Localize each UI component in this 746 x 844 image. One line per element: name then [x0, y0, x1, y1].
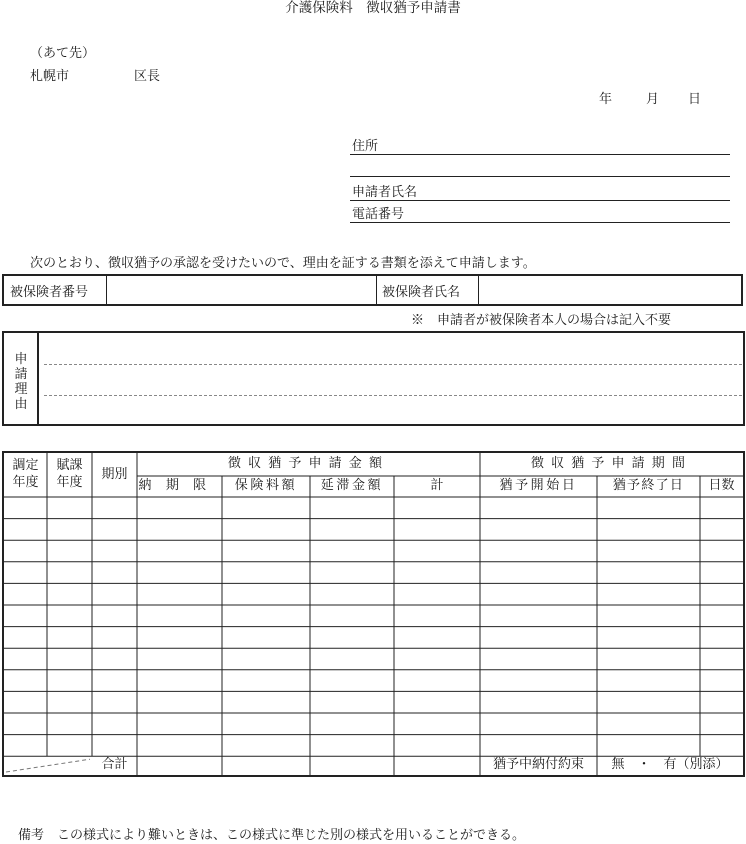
table-cell[interactable]: [310, 540, 394, 562]
applicant-name-line[interactable]: [350, 200, 730, 201]
table-cell[interactable]: [137, 648, 222, 670]
table-cell[interactable]: [4, 562, 47, 584]
table-cell[interactable]: [47, 583, 92, 605]
insured-number-label: 被保険者番号: [10, 284, 89, 300]
table-cell[interactable]: [47, 519, 92, 541]
table-cell[interactable]: [310, 519, 394, 541]
total-label: 合計: [101, 757, 128, 773]
table-cell[interactable]: [4, 713, 47, 735]
table-cell[interactable]: [480, 627, 597, 649]
table-cell[interactable]: [597, 497, 700, 519]
table-cell[interactable]: [597, 605, 700, 627]
table-cell[interactable]: [310, 583, 394, 605]
table-cell[interactable]: [222, 583, 310, 605]
divider: [376, 276, 377, 304]
table-cell[interactable]: [394, 735, 480, 757]
table-cell[interactable]: [47, 735, 92, 757]
table-cell[interactable]: [92, 562, 137, 584]
table-cell[interactable]: [47, 562, 92, 584]
table-cell[interactable]: [310, 497, 394, 519]
table-cell[interactable]: [137, 713, 222, 735]
addressee-label: （あて先）: [30, 46, 96, 61]
insured-info-table: [2, 274, 743, 306]
application-statement: 次のとおり、徴収猶予の承認を受けたいので、理由を証する書類を添えて申請します。: [30, 256, 536, 271]
dashed-line: [44, 364, 742, 365]
table-cell[interactable]: [394, 605, 480, 627]
note-text: ※ 申請者が被保険者本人の場合は記入不要: [411, 313, 672, 328]
table-cell[interactable]: [47, 540, 92, 562]
col-levy-year: 賦課 年度: [56, 458, 83, 490]
table-cell[interactable]: [597, 670, 700, 692]
address-line-2[interactable]: [350, 176, 730, 177]
table-cell[interactable]: [700, 713, 743, 735]
installment-promise-option[interactable]: 無 ・ 有（別添）: [611, 757, 729, 773]
table-cell[interactable]: [597, 540, 700, 562]
addressee-ward: 区長: [134, 69, 161, 84]
table-cell[interactable]: [597, 627, 700, 649]
table-cell[interactable]: [47, 627, 92, 649]
table-cell[interactable]: [597, 562, 700, 584]
table-cell[interactable]: [47, 497, 92, 519]
table-cell[interactable]: [700, 583, 743, 605]
table-cell[interactable]: [137, 583, 222, 605]
table-cell[interactable]: [310, 691, 394, 713]
reason-label-char: 理: [14, 382, 28, 397]
remarks-text: 備考 この様式により難いときは、この様式に準じた別の様式を用いることができる。: [18, 828, 526, 843]
col-assess-year: 調定 年度: [12, 458, 39, 490]
divider: [37, 333, 39, 424]
group-period-header: 徴収猶予申請期間: [530, 456, 693, 472]
table-cell[interactable]: [4, 648, 47, 670]
table-cell[interactable]: [700, 691, 743, 713]
table-cell[interactable]: [137, 691, 222, 713]
table-cell[interactable]: [394, 713, 480, 735]
table-cell[interactable]: [480, 670, 597, 692]
table-cell[interactable]: [222, 670, 310, 692]
table-cell[interactable]: [310, 735, 394, 757]
installment-promise-label: 猶予中納付約束: [492, 757, 584, 773]
page-title: 介護保険料 徴収猶予申請書: [285, 0, 461, 16]
table-cell[interactable]: [92, 670, 137, 692]
table-cell[interactable]: [4, 519, 47, 541]
table-cell[interactable]: [700, 497, 743, 519]
table-cell[interactable]: [92, 735, 137, 757]
table-cell[interactable]: [310, 605, 394, 627]
date-day-label: 日: [688, 92, 702, 107]
table-cell[interactable]: [480, 519, 597, 541]
table-cell[interactable]: [4, 497, 47, 519]
table-cell[interactable]: [480, 540, 597, 562]
phone-label: 電話番号: [352, 207, 405, 222]
table-cell[interactable]: [480, 583, 597, 605]
table-cell[interactable]: [480, 497, 597, 519]
reason-label: [12, 352, 30, 412]
table-cell[interactable]: [137, 497, 222, 519]
table-cell[interactable]: [480, 691, 597, 713]
table-cell[interactable]: [222, 519, 310, 541]
table-cell[interactable]: [92, 627, 137, 649]
table-cell[interactable]: [222, 627, 310, 649]
table-cell[interactable]: [92, 713, 137, 735]
table-cell[interactable]: [480, 562, 597, 584]
table-cell[interactable]: [394, 497, 480, 519]
table-cell[interactable]: [92, 497, 137, 519]
table-cell[interactable]: [4, 605, 47, 627]
table-cell[interactable]: [4, 583, 47, 605]
table-cell[interactable]: [137, 605, 222, 627]
table-cell[interactable]: [597, 519, 700, 541]
table-cell[interactable]: [310, 670, 394, 692]
table-cell[interactable]: [597, 691, 700, 713]
reason-field[interactable]: [40, 333, 743, 424]
table-cell[interactable]: [394, 691, 480, 713]
col-due-date: 納期限: [138, 478, 221, 494]
table-cell[interactable]: [700, 627, 743, 649]
table-cell[interactable]: [394, 627, 480, 649]
table-cell[interactable]: [222, 713, 310, 735]
table-cell[interactable]: [222, 691, 310, 713]
table-cell[interactable]: [92, 605, 137, 627]
table-cell[interactable]: [4, 735, 47, 757]
table-cell[interactable]: [222, 497, 310, 519]
address-line[interactable]: [350, 154, 730, 155]
table-cell[interactable]: [47, 648, 92, 670]
table-cell[interactable]: [597, 713, 700, 735]
table-cell[interactable]: [47, 713, 92, 735]
table-cell[interactable]: [310, 562, 394, 584]
table-cell[interactable]: [480, 713, 597, 735]
table-cell[interactable]: [394, 648, 480, 670]
table-cell[interactable]: [480, 735, 597, 757]
table-cell[interactable]: [310, 627, 394, 649]
col-start-date: 猶予開始日: [499, 478, 578, 494]
table-cell[interactable]: [597, 735, 700, 757]
reason-label-char: 由: [14, 397, 28, 412]
table-cell[interactable]: [4, 670, 47, 692]
insured-number-field[interactable]: [107, 276, 375, 304]
table-cell[interactable]: [137, 735, 222, 757]
table-cell[interactable]: [700, 540, 743, 562]
table-cell[interactable]: [4, 627, 47, 649]
date-month-label: 月: [646, 92, 660, 107]
table-cell[interactable]: [137, 627, 222, 649]
applicant-name-label: 申請者氏名: [352, 185, 418, 200]
table-cell[interactable]: [700, 519, 743, 541]
date-year-label: 年: [599, 92, 613, 107]
table-cell[interactable]: [137, 670, 222, 692]
table-cell[interactable]: [92, 583, 137, 605]
table-cell[interactable]: [310, 713, 394, 735]
col-end-date: 猶予終了日: [612, 478, 685, 494]
table-cell[interactable]: [92, 691, 137, 713]
table-cell[interactable]: [137, 562, 222, 584]
group-amount-header: 徴収猶予申請金額: [227, 456, 390, 472]
table-cell[interactable]: [394, 519, 480, 541]
table-cell[interactable]: [92, 540, 137, 562]
table-cell[interactable]: [310, 648, 394, 670]
table-cell[interactable]: [700, 562, 743, 584]
table-cell[interactable]: [394, 540, 480, 562]
table-cell[interactable]: [480, 648, 597, 670]
table-cell[interactable]: [394, 583, 480, 605]
table-cell[interactable]: [47, 605, 92, 627]
table-cell[interactable]: [394, 670, 480, 692]
table-cell[interactable]: [480, 605, 597, 627]
table-cell[interactable]: [4, 540, 47, 562]
table-cell[interactable]: [92, 519, 137, 541]
insured-name-field[interactable]: [479, 276, 741, 304]
address-label: 住所: [352, 139, 379, 154]
reason-label-char: 申: [14, 352, 28, 367]
table-cell[interactable]: [137, 540, 222, 562]
table-cell[interactable]: [47, 691, 92, 713]
table-cell[interactable]: [47, 670, 92, 692]
reason-label-char: 請: [14, 367, 28, 382]
table-cell[interactable]: [137, 519, 222, 541]
table-cell[interactable]: [597, 648, 700, 670]
table-cell[interactable]: [4, 691, 47, 713]
col-days: 日数: [708, 478, 735, 494]
table-cell[interactable]: [700, 670, 743, 692]
addressee-city: 札幌市: [30, 69, 70, 84]
dashed-line: [44, 395, 742, 396]
deferral-table: [2, 451, 745, 777]
table-cell[interactable]: [222, 540, 310, 562]
table-cell[interactable]: [700, 735, 743, 757]
col-period: 期別: [101, 466, 128, 482]
table-cell[interactable]: [700, 605, 743, 627]
table-cell[interactable]: [597, 583, 700, 605]
table-cell[interactable]: [222, 605, 310, 627]
table-cell[interactable]: [222, 648, 310, 670]
table-cell[interactable]: [222, 735, 310, 757]
phone-line[interactable]: [350, 222, 730, 223]
total-diagonal: [6, 759, 90, 772]
col-total: 計: [430, 478, 444, 494]
col-late-fee: 延滞金額: [320, 478, 384, 494]
insured-name-label: 被保険者氏名: [382, 284, 461, 300]
col-premium: 保険料額: [234, 478, 298, 494]
reason-box: [2, 331, 745, 426]
table-cell[interactable]: [394, 562, 480, 584]
table-cell[interactable]: [222, 562, 310, 584]
table-cell[interactable]: [92, 648, 137, 670]
table-cell[interactable]: [700, 648, 743, 670]
